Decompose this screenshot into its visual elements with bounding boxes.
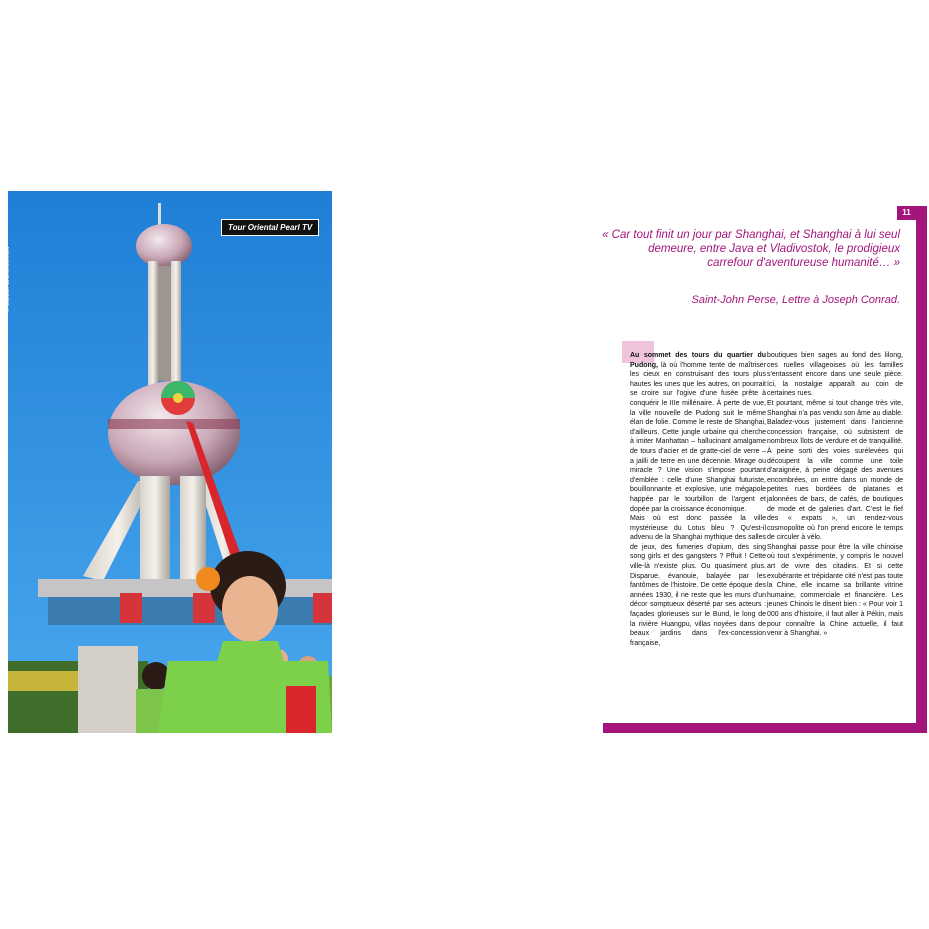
article-column-1 <box>630 351 766 648</box>
paragraph-text: là où l'homme tente de maîtriser les cieux en construisant des tours plus hautes les unes que les autres, on pourrait se croire sur l'ogive d'une fusée prête à conquérir le IIIe millénaire. À perte de vue, la ville nouvelle de Pudong suit le même élan de folie. Comme le reste de Shanghai, d'ailleurs. Cette jungle urbaine qui cherche à imiter Manhattan – hallucinant amalgame de tours d'acier et de gratte-ciel de verre – a jailli de terre en une décennie. Mirage ou miracle ? Une vision s'impose pourtant d'emblée : celle d'une Shanghai futuriste, bouillonnante et explosive, une mégapole happée par le tourbillon de l'argent et dopée par la croissance économique. <box>630 361 766 513</box>
page-number: 11 <box>897 206 916 220</box>
oriental-pearl-tower-illustration <box>8 191 332 733</box>
page-border-bottom <box>603 723 927 733</box>
photo-credit: © Barbier Bruno/hemis.fr <box>5 245 12 313</box>
article-paragraph: Shanghai passe pour être la ville chinoise où tout s'expérimente, y compris le nouvel art de vivre des citadins. Et si cette exubérante et trépidante cité n'est pas toute la Chine, elle incarne sa brillante vitrine humaine, commerciale et financière. Les jeunes Chinois le disent bien : « Pour voir 1 000 ans d'histoire, il faut aller à Pékin, mais pour connaître la Chine actuelle, il faut venir à Shanghai. » <box>767 543 903 638</box>
epigraph-author: Saint-John Perse, Lettre à Joseph Conrad. <box>691 294 900 306</box>
epigraph-quote: « Car tout finit un jour par Shanghai, et Shanghai à lui seul demeure, entre Java et Vladivostok, le prodigieux carrefour d'aventureuse humanité… » <box>602 229 900 269</box>
article-paragraph <box>630 351 766 514</box>
photo-caption: Tour Oriental Pearl TV <box>221 219 319 236</box>
lead-in: Au sommet des tours du quartier du Pudong, <box>630 352 766 369</box>
article-paragraph: Et pourtant, même si tout change très vite, Shanghai n'a pas vendu son âme au diable. Baladez-vous justement dans l'ancienne concession française, où subsistent de nombreux îlots de verdure et de tranquillité. À peine sorti des voies surélevées qui découpent la ville comme une toile d'araignée, à peine dégagé des avenues encombrées, on entre dans un monde de petites rues bordées de platanes et jalonnées de bars, de cafés, de boutiques de mode et de galeries d'art. C'est le fief des « expats », un rendez-vous cosmopolite où l'on prend encore le temps de circuler à vélo. <box>767 399 903 542</box>
article-paragraph: boutiques bien sages au fond des lilong, ces ruelles villageoises où les familles s'entassent encore dans une seule pièce. Ici, la nostalgie apparaît au coin de certaines rues. <box>767 352 903 398</box>
tower-photo <box>5 191 332 733</box>
page-border-right <box>916 206 927 733</box>
article-paragraph: Mais où est donc passée la ville mystérieuse du Lotus bleu ? Qu'est-il advenu de la Shanghai mythique des salles de jeux, des fumeries d'opium, des sing song girls et des gangsters ? Pffuit ! Cette ville-là n'existe plus. Ou quasiment plus. Disparue, évanouie, balayée par les fantômes de l'histoire. De cette époque des années 1930, il ne reste que les murs d'un décor somptueux déserté par ses acteurs : façades glorieuses sur le Bund, le long de la rivière Huangpu, villas noyées dans de beaux jardins dans l'ex-concession française, <box>630 515 766 647</box>
article-column-2 <box>767 351 903 639</box>
